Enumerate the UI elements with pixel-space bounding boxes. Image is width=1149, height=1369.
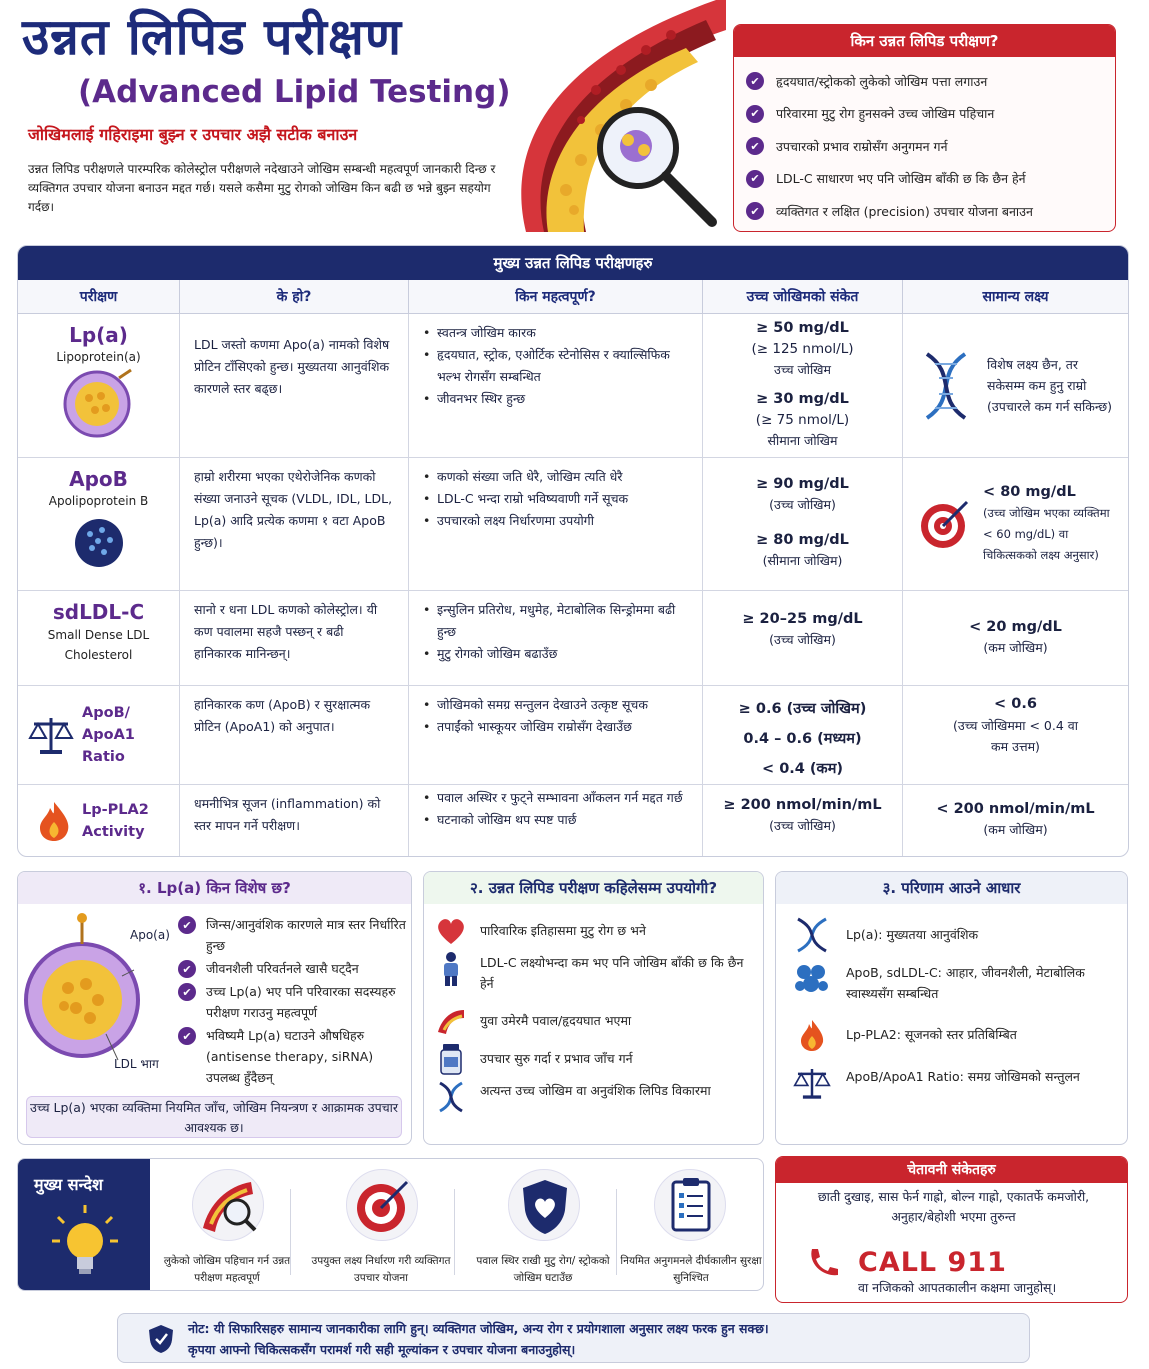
check-icon: ✔ bbox=[746, 170, 764, 188]
table-row bbox=[18, 591, 1128, 686]
flame-icon bbox=[790, 1018, 834, 1052]
bullet-item: • कणको संख्या जति धेरै, जोखिम त्यति धेरै bbox=[423, 466, 688, 488]
table-row bbox=[18, 686, 1128, 785]
why-item: ✔ व्यक्तिगत र लक्षित (precision) उपचार योजना बनाउन bbox=[746, 195, 1105, 228]
risk-value: ≥ 200 nmol/min/mL bbox=[723, 797, 882, 813]
risk-value: 0.4 – 0.6 (मध्यम) bbox=[743, 731, 862, 747]
check-icon: ✔ bbox=[746, 72, 764, 90]
column-header: किन महत्वपूर्ण? bbox=[409, 280, 703, 313]
note-line-2: कृपया आफ्नो चिकित्सकसँग परामर्श गरी सही मूल्यांकन र उपचार योजना बनाउनुहोस्। bbox=[188, 1342, 576, 1357]
why-advanced-testing-box bbox=[733, 24, 1116, 232]
test-description: हानिकारक कण (ApoB) र सुरक्षात्मक प्रोटिन (ApoA1) को अनुपात। bbox=[180, 686, 409, 784]
tagline: जोखिमलाई गहिराइमा बुझ्न र उपचार अझै सटीक बनाउन bbox=[28, 125, 358, 144]
check-icon: ✔ bbox=[178, 916, 196, 934]
check-icon: ✔ bbox=[178, 1027, 196, 1045]
table-row bbox=[18, 458, 1128, 591]
why-item: ✔ हृदयघात/स्ट्रोकको लुकेको जोखिम पत्ता लगाउन bbox=[746, 65, 1105, 98]
shield-icon bbox=[148, 1324, 174, 1354]
test-description: LDL जस्तो कणमा Apo(a) नामको विशेष प्रोटिन टाँसिएको हुन्छ। मुख्यतया आनुवंशिक कारणले स्तर बढ्छ। bbox=[180, 314, 409, 457]
risk-label: उच्च जोखिम bbox=[774, 362, 831, 377]
risk-label: (सीमाना जोखिम) bbox=[762, 553, 843, 568]
test-description: धमनीभित्र सूजन (inflammation) को स्तर मापन गर्ने परीक्षण। bbox=[180, 785, 409, 857]
list-item: ApoB/ApoA1 Ratio: समग्र जोखिमको सन्तुलन bbox=[790, 1066, 1117, 1122]
table-row bbox=[18, 785, 1128, 857]
lpa-particle-icon bbox=[59, 366, 139, 438]
key-message-item: लुकेको जोखिम पहिचान गर्न उन्नत परीक्षण महत्वपूर्ण bbox=[152, 1159, 302, 1291]
phone-icon bbox=[806, 1245, 838, 1277]
test-description: हाम्रो शरीरमा भएका एथेरोजेनिक कणको संख्या जनाउने सूचक (VLDL, IDL, LDL, Lp(a) आदि प्रत्येक कणमा १ वटा ApoB हुन्छ)। bbox=[180, 458, 409, 590]
column-header: परीक्षण bbox=[18, 280, 180, 313]
risk-label: (उच्च जोखिम) bbox=[769, 818, 836, 833]
check-icon: ✔ bbox=[746, 137, 764, 155]
check-icon: ✔ bbox=[746, 105, 764, 123]
why-item: ✔ उपचारको प्रभाव राम्रोसँग अनुगमन गर्न bbox=[746, 130, 1105, 163]
check-icon: ✔ bbox=[746, 202, 764, 220]
list-item: ApoB, sdLDL-C: आहार, जीवनशैली, मेटाबोलिक स्वास्थ्यसँग सम्बन्धित bbox=[790, 962, 1117, 1018]
target-icon bbox=[917, 496, 973, 552]
risk-label: सीमाना जोखिम bbox=[767, 433, 838, 448]
bullet-item: • हृदयघात, स्ट्रोक, एओर्टिक स्टेनोसिस र क्याल्सिफिक भल्भ रोगसँग सम्बन्धित bbox=[423, 344, 688, 388]
disclaimer-note bbox=[117, 1313, 1030, 1363]
list-item: Lp-PLA2: सूजनको स्तर प्रतिबिम्बित bbox=[790, 1018, 1117, 1066]
target-text: विशेष लक्ष्य छैन, तर सकेसम्म कम हुनु राम्रो (उपचारले कम गर्न सकिन्छ) bbox=[987, 357, 1113, 414]
bullet-item: • इन्सुलिन प्रतिरोध, मधुमेह, मेटाबोलिक सिन्ड्रोममा बढी हुन्छ bbox=[423, 599, 688, 643]
test-name: ApoB bbox=[69, 467, 128, 491]
test-name: Lp(a) bbox=[69, 323, 128, 347]
particle-cluster-icon bbox=[790, 962, 834, 996]
test-subname: Lipoprotein(a) bbox=[56, 350, 141, 364]
panel-footer-note: उच्च Lp(a) भएका व्यक्तिमा नियमित जाँच, जोखिम नियन्त्रण र आक्रामक उपचार आवश्यक छ। bbox=[26, 1096, 402, 1138]
person-icon bbox=[434, 952, 468, 986]
page-subtitle: (Advanced Lipid Testing) bbox=[78, 74, 511, 110]
heart-icon bbox=[434, 914, 468, 948]
check-icon: ✔ bbox=[178, 960, 196, 978]
warning-after-text: वा नजिकको आपतकालीन कक्षमा जानुहोस्। bbox=[858, 1280, 1057, 1295]
test-subname: Apolipoprotein B bbox=[48, 494, 149, 508]
dna-icon bbox=[434, 1080, 468, 1114]
target-text: (उच्च जोखिममा < 0.4 वा कम उत्तम) bbox=[953, 718, 1078, 754]
risk-value: (≥ 75 nmol/L) bbox=[755, 412, 850, 428]
bullet-item: • पवाल अस्थिर र फुट्ने सम्भावना आँकलन गर्न मद्दत गर्छ bbox=[423, 787, 688, 809]
bullet-item: • जोखिमको समग्र सन्तुलन देखाउने उत्कृष्ट सूचक bbox=[423, 694, 688, 716]
test-description: सानो र धना LDL कणको कोलेस्ट्रोल। यी कण पवालमा सहजै पस्छन् र बढी हानिकारक मानिन्छन्। bbox=[180, 591, 409, 685]
table-title: मुख्य उन्नत लिपिड परीक्षणहरु bbox=[18, 246, 1128, 280]
key-message-item: उपयुक्त लक्ष्य निर्धारण गरी व्यक्तिगत उपचार योजना bbox=[306, 1159, 456, 1291]
list-item: ✔ जिन्स/आनुवंशिक कारणले मात्र स्तर निर्धारित हुन्छ bbox=[178, 914, 406, 956]
bullet-item: • तपाईंको भास्कूयर जोखिम राम्रोसँग देखाउँछ bbox=[423, 716, 688, 738]
target-text: (कम जोखिम) bbox=[983, 640, 1048, 655]
list-item: LDL-C लक्ष्योभन्दा कम भए पनि जोखिम बाँकी छ कि छैन हेर्न bbox=[434, 952, 753, 1004]
warning-title: चेतावनी संकेतहरु bbox=[776, 1157, 1127, 1183]
balance-scale-icon bbox=[28, 712, 74, 758]
risk-value: (≥ 125 nmol/L) bbox=[751, 341, 854, 357]
risk-value: ≥ 20–25 mg/dL bbox=[742, 611, 863, 627]
result-basis-panel bbox=[775, 871, 1128, 1145]
key-message-panel bbox=[17, 1158, 764, 1291]
key-message-title: मुख्य सन्देश bbox=[34, 1175, 103, 1194]
target-value: < 80 mg/dL bbox=[983, 484, 1076, 500]
note-line-1: नोट: यी सिफारिसहरु सामान्य जानकारीका लागि हुन्। व्यक्तिगत जोखिम, अन्य रोग र प्रयोगशाला अनुसार लक्ष्य फरक हुन सक्छ। bbox=[188, 1321, 769, 1336]
medicine-bottle-icon bbox=[434, 1042, 468, 1076]
list-item: अत्यन्त उच्च जोखिम वा अनुवंशिक लिपिड विकारमा bbox=[434, 1080, 753, 1132]
column-header: के हो? bbox=[180, 280, 409, 313]
target-value: < 200 nmol/min/mL bbox=[936, 801, 1095, 817]
apoa-label: Apo(a) bbox=[130, 928, 170, 942]
check-icon: ✔ bbox=[178, 983, 196, 1001]
intro-text: उन्नत लिपिड परीक्षणले पारम्परिक कोलेस्ट्रोल परीक्षणले नदेखाउने जोखिम सम्बन्धी महत्वपूर्ण जानकारी दिन्छ र व्यक्तिगत उपचार योजना बनाउन मद्दत गर्छ। यसले कसैमा मुटु रोगको जोखिम किन बढी छ भन्ने बुझ्न सहयोग गर्दछ। bbox=[28, 162, 496, 214]
bullet-item: • LDL-C भन्दा राम्रो भविष्यवाणी गर्ने सूचक bbox=[423, 488, 688, 510]
column-header: उच्च जोखिमको संकेत bbox=[703, 280, 903, 313]
panel-title: ३. परिणाम आउने आधार bbox=[776, 872, 1127, 904]
target-value: < 20 mg/dL bbox=[969, 619, 1062, 635]
bullet-item: • स्वतन्त्र जोखिम कारक bbox=[423, 322, 688, 344]
test-subname: Small Dense LDL Cholesterol bbox=[47, 628, 150, 662]
page-title: उन्नत लिपिड परीक्षण bbox=[22, 8, 402, 66]
risk-label: (उच्च जोखिम) bbox=[769, 497, 836, 512]
target-value: < 0.6 bbox=[994, 696, 1037, 712]
balance-scale-icon bbox=[790, 1066, 834, 1100]
list-item: ✔ उच्च Lp(a) भए पनि परिवारका सदस्यहरु परीक्षण गराउनु महत्वपूर्ण bbox=[178, 981, 406, 1023]
test-name: ApoB/ ApoA1 Ratio bbox=[82, 705, 135, 765]
risk-value: ≥ 0.6 (उच्च जोखिम) bbox=[738, 701, 867, 717]
bullet-item: • घटनाको जोखिम थप स्पष्ट पार्छ bbox=[423, 809, 688, 831]
bullet-item: • मुटु रोगको जोखिम बढाउँछ bbox=[423, 643, 688, 665]
warning-signs-panel bbox=[775, 1156, 1128, 1303]
artery-icon bbox=[434, 1004, 468, 1038]
why-box-title: किन उन्नत लिपिड परीक्षण? bbox=[734, 25, 1115, 57]
bullet-item: • जीवनभर स्थिर हुन्छ bbox=[423, 388, 688, 410]
panel-title: १. Lp(a) किन विशेष छ? bbox=[18, 872, 411, 904]
list-item: पारिवारिक इतिहासमा मुटु रोग छ भने bbox=[434, 914, 753, 952]
risk-label: (उच्च जोखिम) bbox=[769, 632, 836, 647]
call-911-button[interactable]: CALL 911 bbox=[858, 1247, 1007, 1278]
risk-value: ≥ 90 mg/dL bbox=[756, 476, 849, 492]
bullet-item: • उपचारको लक्ष्य निर्धारणमा उपयोगी bbox=[423, 510, 688, 532]
test-name: sdLDL-C bbox=[52, 600, 145, 624]
target-text: (कम जोखिम) bbox=[983, 822, 1048, 837]
artery-illustration bbox=[486, 0, 726, 232]
key-message-header bbox=[18, 1159, 150, 1291]
list-item: ✔ भविष्यमै Lp(a) घटाउने औषधिहरु (antisense therapy, siRNA) उपलब्ध हुँदैछन् bbox=[178, 1025, 406, 1088]
apob-particle-icon bbox=[72, 516, 126, 570]
table-header-row bbox=[18, 280, 1128, 314]
panel-title: २. उन्नत लिपिड परीक्षण कहिलेसम्म उपयोगी? bbox=[424, 872, 763, 904]
list-item: युवा उमेरमै पवाल/हृदयघात भएमा bbox=[434, 1004, 753, 1042]
lightbulb-icon bbox=[52, 1203, 118, 1279]
lipid-tests-table bbox=[17, 245, 1129, 857]
list-item: Lp(a): मुख्यतया आनुवंशिक bbox=[790, 918, 1117, 962]
why-item: ✔ LDL-C साधारण भए पनि जोखिम बाँकी छ कि छैन हेर्न bbox=[746, 163, 1105, 196]
ldl-part-label: LDL भाग bbox=[114, 1057, 159, 1071]
artery-magnifier-icon bbox=[192, 1169, 264, 1241]
test-name: Lp-PLA2 Activity bbox=[82, 802, 149, 840]
shield-heart-icon bbox=[508, 1169, 580, 1241]
list-item: उपचार सुरु गर्दा र प्रभाव जाँच गर्न bbox=[434, 1042, 753, 1080]
column-header: सामान्य लक्ष्य bbox=[982, 289, 1049, 305]
dna-icon bbox=[790, 918, 834, 952]
lpa-special-panel bbox=[17, 871, 412, 1145]
table-row bbox=[18, 314, 1128, 458]
warning-text: छाती दुखाइ, सास फेर्न गाह्रो, बोल्न गाह्रो, एकातर्फे कमजोरी, अनुहार/बेहोशी भएमा तुरुन्त bbox=[817, 1189, 1090, 1224]
risk-value: ≥ 50 mg/dL bbox=[756, 320, 849, 336]
target-text: (उच्च जोखिम भएका व्यक्तिमा < 60 mg/dL) वा चिकित्सकको लक्ष्य अनुसार) bbox=[983, 506, 1110, 562]
key-message-item: पवाल स्थिर राखी मुटु रोग/ स्ट्रोकको जोखिम घटाउँछ bbox=[468, 1159, 618, 1291]
risk-value: < 0.4 (कम) bbox=[762, 761, 843, 777]
flame-icon bbox=[36, 800, 72, 842]
key-message-item: नियमित अनुगमनले दीर्घकालीन सुरक्षा सुनिश्चित bbox=[618, 1159, 764, 1291]
list-item: ✔ जीवनशैली परिवर्तनले खासै घट्दैन bbox=[178, 958, 406, 979]
clipboard-checklist-icon bbox=[654, 1169, 726, 1241]
risk-value: ≥ 30 mg/dL bbox=[756, 391, 849, 407]
why-item: ✔ परिवारमा मुटु रोग हुनसक्ने उच्च जोखिम पहिचान bbox=[746, 98, 1105, 131]
when-useful-panel bbox=[423, 871, 764, 1145]
risk-value: ≥ 80 mg/dL bbox=[756, 532, 849, 548]
dna-icon bbox=[917, 348, 975, 424]
target-icon bbox=[346, 1169, 418, 1241]
